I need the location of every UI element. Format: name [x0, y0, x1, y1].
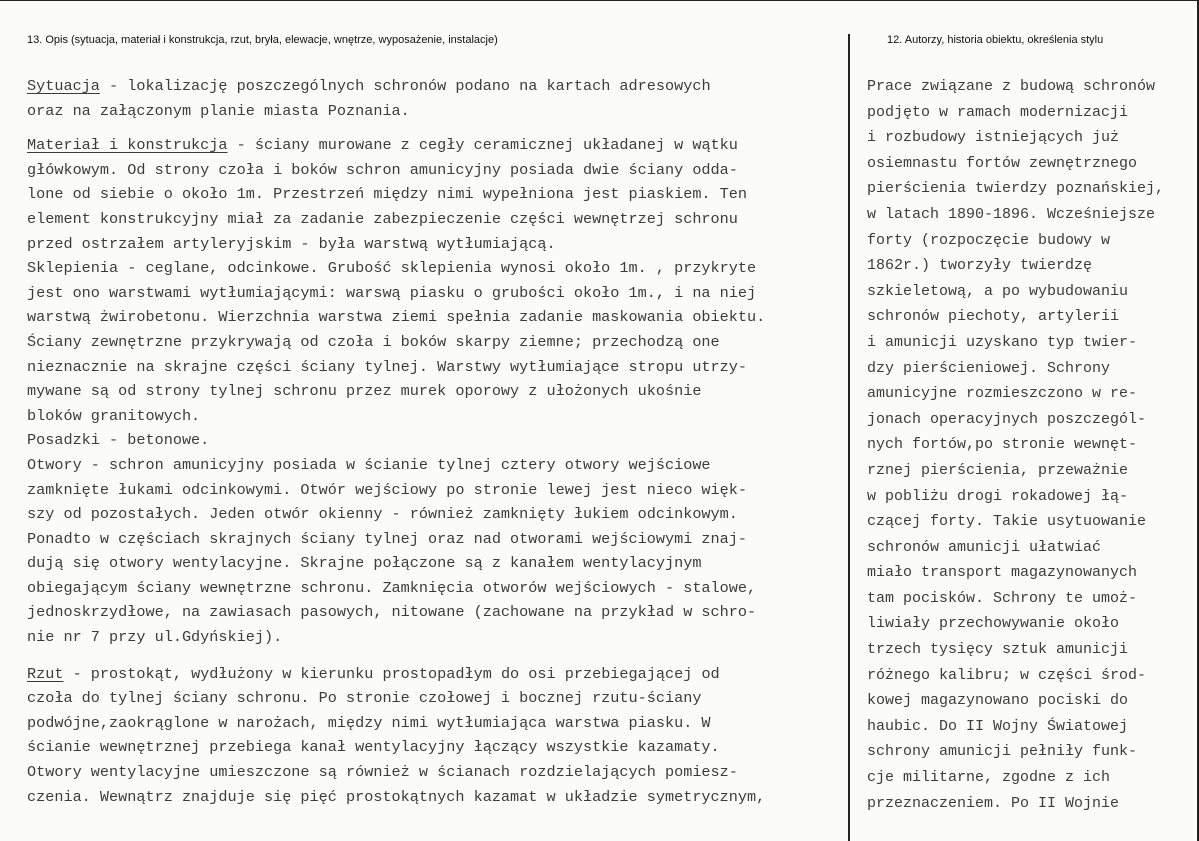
text-line: obiegającym ściany wewnętrzne schronu. Zamknięcia otworów wejściowych - stalowe,	[27, 578, 757, 597]
text-line: Otwory - schron amunicyjny posiada w ścianie tylnej cztery otwory wejściowe	[27, 455, 711, 474]
text-line: pierścienia twierdzy poznańskiej,	[867, 180, 1165, 198]
text-line: podwójne,zaokrąglone w narożach, między nimi wytłumiająca warstwa piasku. W	[27, 713, 711, 732]
text-line: schronów amunicji ułatwiać	[867, 538, 1102, 556]
text-line: różnego kalibru; w części środ-	[867, 666, 1147, 684]
text-line: w pobliżu drogi rokadowej łą-	[867, 487, 1129, 505]
material-heading: Materiał i konstrukcja	[27, 136, 228, 155]
text-line: nie nr 7 przy ul.Gdyńskiej).	[27, 628, 283, 647]
text-line: dzy pierścieniowej. Schrony	[867, 359, 1111, 377]
text-line: w latach 1890-1896. Wcześniejsze	[867, 205, 1156, 223]
text-line: Otwory wentylacyjne umieszczone są również w ścianach rozdzielających pomiesz-	[27, 763, 738, 782]
text-line: przeznaczeniem. Po II Wojnie	[867, 794, 1120, 812]
text-line: Materiał i konstrukcja - ściany murowane z cegły ceramicznej układanej w wątku	[27, 136, 738, 155]
text-line: Rzut - prostokąt, wydłużony w kierunku prostopadłym do osi przebiegającej od	[27, 664, 720, 683]
text-line: bloków granitowych.	[27, 406, 201, 425]
text-line: schronów piechoty, artylerii	[867, 308, 1120, 326]
text-line: jonach operacyjnych poszczegól-	[867, 410, 1147, 428]
text-line: kowej magazynowano pociski do	[867, 692, 1129, 710]
text-line: schrony amunicji pełniły funk-	[867, 743, 1138, 761]
text-line: nych fortów,po stronie wewnęt-	[867, 436, 1138, 454]
text-line: czącej forty. Takie usytuowanie	[867, 513, 1147, 531]
description-column	[27, 74, 847, 809]
text-line: oraz na załączonym planie miasta Poznania.	[27, 101, 410, 120]
text-line: forty (rozpoczęcie budowy w	[867, 231, 1111, 249]
text-line: tam pocisków. Schrony te umoż-	[867, 589, 1138, 607]
text-line: czenia. Wewnątrz znajduje się pięć prostokątnych kazamat w układzie symetrycznym,	[27, 787, 766, 806]
text-line: nieznacznie na skrajne części ściany tylnej. Warstwy wytłumiające stropu utrzy-	[27, 357, 748, 376]
text-line: rznej pierścienia, przeważnie	[867, 461, 1129, 479]
history-column	[867, 74, 1167, 816]
text-line: warstwą żwirobetonu. Wierzchnia warstwa ziemi spełnia zadanie maskowania obiektu.	[27, 308, 766, 327]
text-line: i amunicji uzyskano typ twier-	[867, 333, 1138, 351]
text-line: zamknięte łukami odcinkowymi. Otwór wejściowy po stronie lewej jest nieco więk-	[27, 480, 748, 499]
text-line: podjęto w ramach modernizacji	[867, 103, 1129, 121]
text-line: dują się otwory wentylacyjne. Skrajne połączone są z kanałem wentylacyjnym	[27, 554, 702, 573]
text-line: cje militarne, zgodne z ich	[867, 769, 1111, 787]
text-line: Sklepienia - ceglane, odcinkowe. Grubość sklepienia wynosi około 1m. , przykryte	[27, 259, 757, 278]
text-line: ścianie wewnętrznej przebiega kanał wentylacyjny łączący wszystkie kazamaty.	[27, 738, 720, 757]
text-line: Sytuacja - lokalizację poszczególnych schronów podano na kartach adresowych	[27, 77, 711, 95]
text-line: 1862r.) tworzyły twierdzę	[867, 257, 1093, 275]
text-line: amunicyjne rozmieszczono w re-	[867, 385, 1138, 403]
text-line: lone od siebie o około 1m. Przestrzeń między nimi wypełniona jest piaskiem. Ten	[27, 185, 748, 204]
text-line: Ściany zewnętrzne przykrywają od czoła i boków skarpy ziemne; przechodzą one	[27, 332, 720, 351]
text-line: i rozbudowy istniejących już	[867, 129, 1120, 147]
text-line: przed ostrzałem artyleryjskim - była warstwą wytłumiającą.	[27, 234, 556, 253]
sytuacja-heading: Sytuacja	[27, 77, 100, 95]
text-line: element konstrukcyjny miał za zadanie zabezpieczenie części wewnętrzej schronu	[27, 209, 738, 228]
text-line: haubic. Do II Wojny Światowej	[867, 717, 1129, 735]
text-line: trzech tysięcy sztuk amunicji	[867, 641, 1129, 659]
text-line: osiemnastu fortów zewnętrznego	[867, 154, 1138, 172]
page-top-border	[0, 0, 1199, 1]
text-line: jednoskrzydłowe, na zawiasach pasowych, nitowane (zachowane na przykład w schro-	[27, 603, 757, 622]
text-line: Prace związane z budową schronów	[867, 78, 1156, 95]
text-line: Ponadto w częściach skrajnych ściany tylnej oraz nad otworami wejściowymi znaj-	[27, 529, 748, 548]
text-line: szkieletową, a po wybudowaniu	[867, 282, 1129, 300]
text-line: miało transport magazynowanych	[867, 564, 1138, 582]
rzut-heading: Rzut	[27, 664, 64, 683]
section-12-header: 12. Autorzy, historia obiektu, określenia stylu	[887, 34, 1104, 46]
text-line: główkowym. Od strony czoła i boków schron amunicyjny posiada dwie ściany odda-	[27, 160, 738, 179]
text-line: szy od pozostałych. Jeden otwór okienny - również zamknięty łukiem odcinkowym.	[27, 505, 738, 524]
text-line: jest ono warstwami wytłumiającymi: warswą piasku o grubości około 1m., i na niej	[27, 283, 757, 302]
text-line: czoła do tylnej ściany schronu. Po stronie czołowej i bocznej rzutu-ściany	[27, 689, 702, 708]
text-line: Posadzki - betonowe.	[27, 431, 210, 450]
text-line: mywane są od strony tylnej schronu przez murek oporowy z ułożonych ukośnie	[27, 382, 702, 401]
section-13-header: 13. Opis (sytuacja, materiał i konstrukcja, rzut, bryła, elewacje, wnętrze, wyposażenie, instalacje)	[27, 34, 498, 46]
text-line: liwiały przechowywanie około	[867, 615, 1120, 633]
column-divider	[848, 34, 850, 841]
